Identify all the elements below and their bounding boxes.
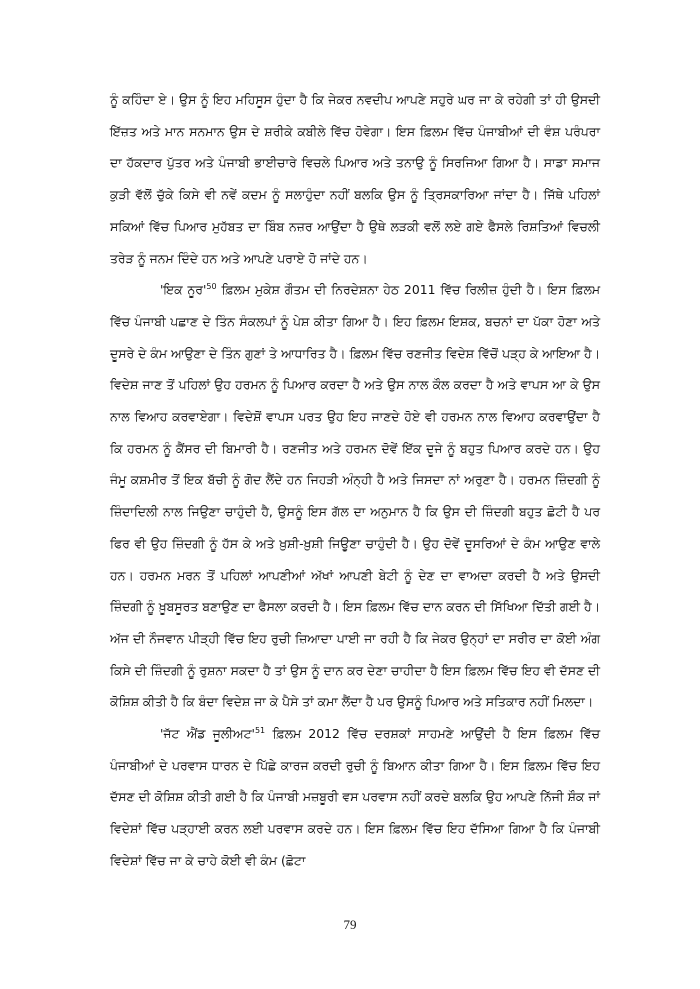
body-text bbox=[110, 84, 600, 877]
paragraph-3-film-title: 'ਜੱਟ ਐਂਡ ਜੂਲੀਅਟ' bbox=[160, 726, 255, 742]
paragraph-2-film-title: 'ਇਕ ਨੂਰ' bbox=[160, 282, 207, 298]
paragraph-2 bbox=[110, 274, 600, 718]
paragraph-3-text: ਫ਼ਿਲਮ 2012 ਵਿੱਚ ਦਰਸ਼ਕਾਂ ਸਾਹਮਣੇ ਆਉਂਦੀ ਹੈ ਇਸ ਫ਼ਿਲਮ ਵਿੱਚ ਪੰਜਾਬੀਆਂ ਦੇ ਪਰਵਾਸ ਧਾਰਨ ਦੇ ਪਿੱਛੇ ਕਾਰਜ ਕਰਦੀ ਰੁਚੀ ਨੂੰ ਬਿਆਨ ਕੀਤਾ ਗਿਆ ਹੈ। ਇਸ ਫ਼ਿਲਮ ਵਿੱਚ ਇਹ ਦੱਸਣ ਦੀ ਕੋਸ਼ਿਸ਼ ਕੀਤੀ ਗਈ ਹੈ ਕਿ ਪੰਜਾਬੀ ਮਜ਼ਬੂਰੀ ਵਸ ਪਰਵਾਸ ਨਹੀਂ ਕਰਦੇ ਬਲਕਿ ਉਹ ਆਪਣੇ ਨਿੱਜੀ ਸ਼ੌਕ ਜਾਂ ਵਿਦੇਸ਼ਾਂ ਵਿੱਚ ਪੜ੍ਹਾਈ ਕਰਨ ਲਈ ਪਰਵਾਸ ਕਰਦੇ ਹਨ। ਇਸ ਫ਼ਿਲਮ ਵਿੱਚ ਇਹ ਦੱਸਿਆ ਗਿਆ ਹੈ ਕਿ ਪੰਜਾਬੀ ਵਿਦੇਸ਼ਾਂ ਵਿੱਚ ਜਾ ਕੇ ਚਾਹੇ ਕੋਈ ਵੀ ਕੰਮ (ਛੋਟਾ bbox=[110, 726, 601, 868]
paragraph-3 bbox=[110, 718, 600, 877]
footnote-ref-50: 50 bbox=[206, 282, 217, 292]
paragraph-1 bbox=[110, 84, 600, 274]
page-number: 79 bbox=[343, 917, 357, 932]
paragraph-1-text: ਨੂੰ ਕਹਿੰਦਾ ਏ। ਉਸ ਨੂੰ ਇਹ ਮਹਿਸੂਸ ਹੁੰਦਾ ਹੈ ਕਿ ਜੇਕਰ ਨਵਦੀਪ ਆਪਣੇ ਸਹੁਰੇ ਘਰ ਜਾ ਕੇ ਰਹੇਗੀ ਤਾਂ ਹੀ ਉਸਦੀ ਇੱਜ਼ਤ ਅਤੇ ਮਾਨ ਸਨਮਾਨ ਉਸ ਦੇ ਸ਼ਰੀਕੇ ਕਬੀਲੇ ਵਿੱਚ ਹੋਵੇਗਾ। ਇਸ ਫ਼ਿਲਮ ਵਿੱਚ ਪੰਜਾਬੀਆਂ ਦੀ ਵੰਸ਼ ਪਰੰਪਰਾ ਦਾ ਹੱਕਦਾਰ ਪੁੱਤਰ ਅਤੇ ਪੰਜਾਬੀ ਭਾਈਚਾਰੇ ਵਿਚਲੇ ਪਿਆਰ ਅਤੇ ਤਨਾਉ ਨੂੰ ਸਿਰਜਿਆ ਗਿਆ ਹੈ। ਸਾਡਾ ਸਮਾਜ ਕੁੜੀ ਵੱਲੋਂ ਚੁੱਕੇ ਕਿਸੇ ਵੀ ਨਵੇਂ ਕਦਮ ਨੂੰ ਸਲਾਹੁੰਦਾ ਨਹੀਂ ਬਲਕਿ ਉਸ ਨੂੰ ਤ੍ਰਿਸਕਾਰਿਆ ਜਾਂਦਾ ਹੈ। ਜਿੱਥੇ ਪਹਿਲਾਂ ਸਕਿਆਂ ਵਿੱਚ ਪਿਆਰ ਮੁਹੱਬਤ ਦਾ ਬਿੰਬ ਨਜ਼ਰ ਆਉਂਦਾ ਹੈ ਉਥੇ ਲੜਕੀ ਵਲੋਂ ਲਏ ਗਏ ਫੈਸਲੇ ਰਿਸ਼ਤਿਆਂ ਵਿਚਲੀ ਤਰੇੜ ਨੂੰ ਜਨਮ ਦਿੰਦੇ ਹਨ ਅਤੇ ਆਪਣੇ ਪਰਾਏ ਹੋ ਜਾਂਦੇ ਹਨ। bbox=[110, 92, 600, 266]
paragraph-2-text: ਫ਼ਿਲਮ ਮੁਕੇਸ਼ ਗੌਤਮ ਦੀ ਨਿਰਦੇਸ਼ਨਾ ਹੇਠ 2011 ਵਿੱਚ ਰਿਲੀਜ਼ ਹੁੰਦੀ ਹੈ। ਇਸ ਫ਼ਿਲਮ ਵਿੱਚ ਪੰਜਾਬੀ ਪਛਾਣ ਦੇ ਤਿੰਨ ਸੰਕਲਪਾਂ ਨੂੰ ਪੇਸ਼ ਕੀਤਾ ਗਿਆ ਹੈ। ਇਹ ਫ਼ਿਲਮ ਇਸ਼ਕ, ਬਚਨਾਂ ਦਾ ਪੱਕਾ ਹੋਣਾ ਅਤੇ ਦੂਸਰੇ ਦੇ ਕੰਮ ਆਉਣਾ ਦੇ ਤਿੰਨ ਗੁਣਾਂ ਤੇ ਆਧਾਰਿਤ ਹੈ। ਫ਼ਿਲਮ ਵਿੱਚ ਰਣਜੀਤ ਵਿਦੇਸ਼ ਵਿੱਚੋਂ ਪੜ੍ਹ ਕੇ ਆਇਆ ਹੈ। ਵਿਦੇਸ਼ ਜਾਣ ਤੋਂ ਪਹਿਲਾਂ ਉਹ ਹਰਮਨ ਨੂੰ ਪਿਆਰ ਕਰਦਾ ਹੈ ਅਤੇ ਉਸ ਨਾਲ ਕੌਲ ਕਰਦਾ ਹੈ ਅਤੇ ਵਾਪਸ ਆ ਕੇ ਉਸ ਨਾਲ ਵਿਆਹ ਕਰਵਾਏਗਾ। ਵਿਦੇਸ਼ੋਂ ਵਾਪਸ ਪਰਤ ਉਹ ਇਹ ਜਾਣਦੇ ਹੋਏ ਵੀ ਹਰਮਨ ਨਾਲ ਵਿਆਹ ਕਰਵਾਉਂਦਾ ਹੈ ਕਿ ਹਰਮਨ ਨੂੰ ਕੈਂਸਰ ਦੀ ਬਿਮਾਰੀ ਹੈ। ਰਣਜੀਤ ਅਤੇ ਹਰਮਨ ਦੋਵੇਂ ਇੱਕ ਦੂਜੇ ਨੂੰ ਬਹੁਤ ਪਿਆਰ ਕਰਦੇ ਹਨ। ਉਹ ਜੰਮੂ ਕਸ਼ਮੀਰ ਤੋਂ ਇਕ ਬੱਚੀ ਨੂੰ ਗੋਦ ਲੈਂਦੇ ਹਨ ਜਿਹੜੀ ਅੰਨ੍ਹੀ ਹੈ ਅਤੇ ਜਿਸਦਾ ਨਾਂ ਅਰੁਣਾ ਹੈ। ਹਰਮਨ ਜ਼ਿੰਦਗੀ ਨੂੰ ਜ਼ਿੰਦਾਦਿਲੀ ਨਾਲ ਜਿਉਣਾ ਚਾਹੁੰਦੀ ਹੈ, ਉਸਨੂੰ ਇਸ ਗੱਲ ਦਾ ਅਨੁਮਾਨ ਹੈ ਕਿ ਉਸ ਦੀ ਜ਼ਿੰਦਗੀ ਬਹੁਤ ਛੋਟੀ ਹੈ ਪਰ ਫਿਰ ਵੀ ਉਹ ਜ਼ਿੰਦਗੀ ਨੂੰ ਹੱਸ ਕੇ ਅਤੇ ਖ਼ੁਸ਼ੀ-ਖ਼ੁਸ਼ੀ ਜਿਊਣਾ ਚਾਹੁੰਦੀ ਹੈ। ਉਹ ਦੋਵੇਂ ਦੂਸਰਿਆਂ ਦੇ ਕੰਮ ਆਉਣ ਵਾਲੇ ਹਨ। ਹਰਮਨ ਮਰਨ ਤੋਂ ਪਹਿਲਾਂ ਆਪਣੀਆਂ ਅੱਖਾਂ ਆਪਣੀ ਬੇਟੀ ਨੂੰ ਦੇਣ ਦਾ ਵਾਅਦਾ ਕਰਦੀ ਹੈ ਅਤੇ ਉਸਦੀ ਜ਼ਿੰਦਗੀ ਨੂੰ ਖ਼ੂਬਸੂਰਤ ਬਣਾਉਣ ਦਾ ਫੈਸਲਾ ਕਰਦੀ ਹੈ। ਇਸ ਫ਼ਿਲਮ ਵਿੱਚ ਦਾਨ ਕਰਨ ਦੀ ਸਿੱਖਿਆ ਦਿੱਤੀ ਗਈ ਹੈ। ਅੱਜ ਦੀ ਨੌਜਵਾਨ ਪੀੜ੍ਹੀ ਵਿੱਚ ਇਹ ਰੁਚੀ ਜ਼ਿਆਦਾ ਪਾਈ ਜਾ ਰਹੀ ਹੈ ਕਿ ਜੇਕਰ ਉਨ੍ਹਾਂ ਦਾ ਸਰੀਰ ਦਾ ਕੋਈ ਅੰਗ ਕਿਸੇ ਦੀ ਜ਼ਿੰਦਗੀ ਨੂੰ ਰੁਸ਼ਨਾ ਸਕਦਾ ਹੈ ਤਾਂ ਉਸ ਨੂੰ ਦਾਨ ਕਰ ਦੇਣਾ ਚਾਹੀਦਾ ਹੈ ਇਸ ਫ਼ਿਲਮ ਵਿੱਚ ਇਹ ਵੀ ਦੱਸਣ ਦੀ ਕੋਸ਼ਿਸ਼ ਕੀਤੀ ਹੈ ਕਿ ਬੰਦਾ ਵਿਦੇਸ਼ ਜਾ ਕੇ ਪੈਸੇ ਤਾਂ ਕਮਾ ਲੈਂਦਾ ਹੈ ਪਰ ਉਸਨੂੰ ਪਿਆਰ ਅਤੇ ਸਤਿਕਾਰ ਨਹੀਂ ਮਿਲਦਾ। bbox=[110, 282, 601, 710]
footnote-ref-51: 51 bbox=[254, 725, 266, 735]
